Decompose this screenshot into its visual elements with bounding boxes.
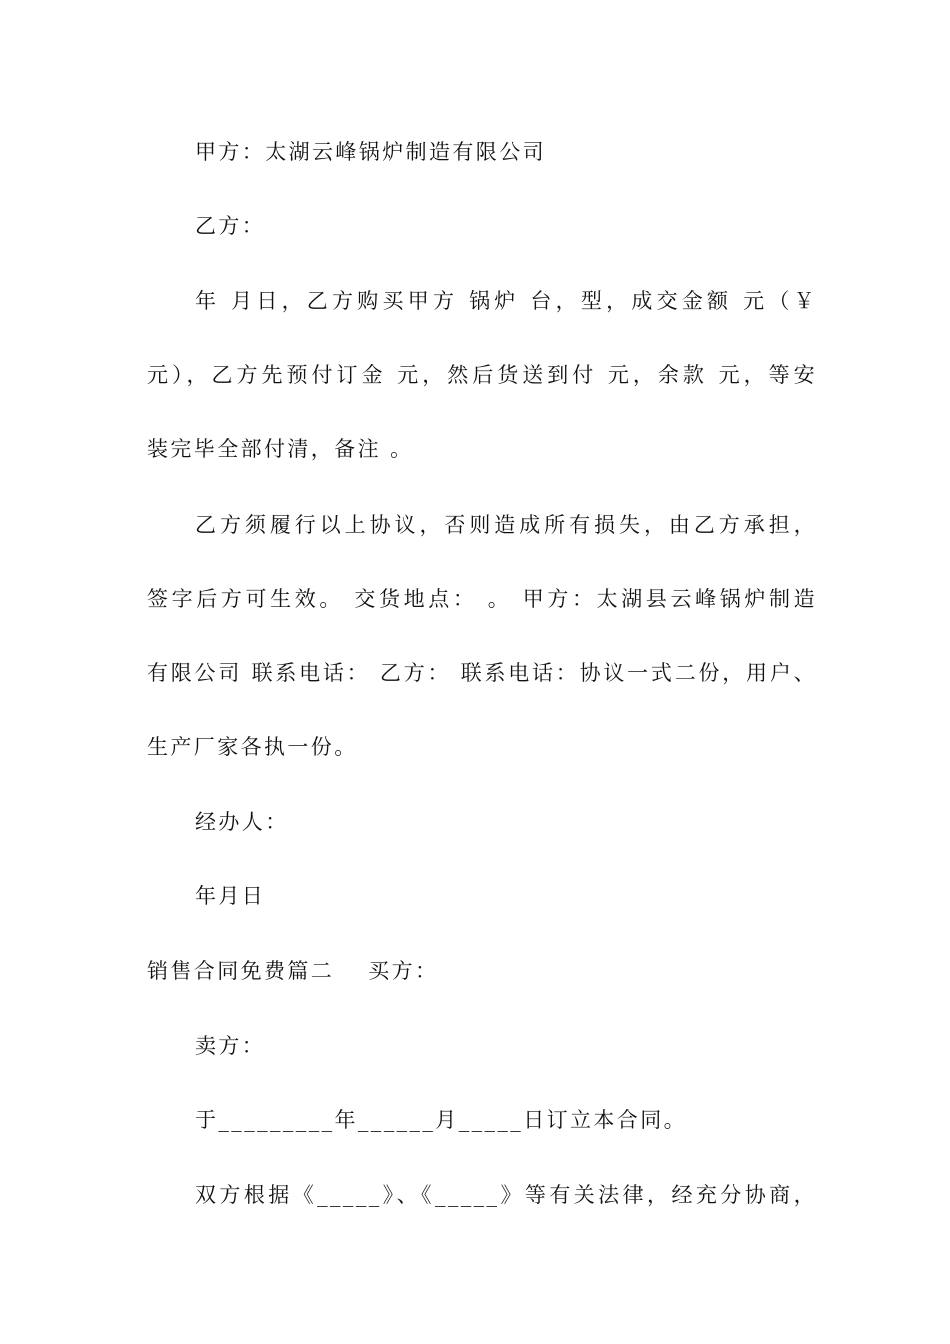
section-title: 销售合同免费篇二 — [147, 959, 335, 983]
paragraph-line: 双方根据《_____》、《_____》等有关法律，经充分协商， — [195, 1183, 817, 1207]
paragraph-line: 生产厂家各执一份。 — [147, 735, 358, 759]
party-a-line: 甲方：太湖云峰锅炉制造有限公司 — [195, 140, 546, 164]
paragraph-line: 乙方须履行以上协议，否则造成所有损失，由乙方承担， — [195, 513, 817, 537]
party-b-line: 乙方： — [195, 214, 266, 238]
date-line: 年月日 — [195, 884, 266, 908]
handler-line: 经办人： — [195, 810, 289, 834]
paragraph-line: 装完毕全部付清，备注 。 — [147, 437, 414, 461]
paragraph-line: 签字后方可生效。 交货地点： 。 甲方：太湖县云峰锅炉制造 — [147, 587, 817, 611]
section-heading-line — [147, 951, 817, 991]
buyer-label: 买方： — [368, 959, 439, 983]
paragraph-line: 有限公司 联系电话： 乙方： 联系电话：协议一式二份，用户、 — [147, 661, 817, 685]
paragraph-line: 元），乙方先预付订金 元，然后货送到付 元，余款 元，等安 — [147, 363, 817, 387]
seller-line: 卖方： — [195, 1034, 266, 1058]
contract-date-line: 于_________年______月_____日订立本合同。 — [195, 1108, 687, 1132]
paragraph-line: 年 月日，乙方购买甲方 锅炉 台，型，成交金额 元（￥ — [195, 289, 817, 313]
